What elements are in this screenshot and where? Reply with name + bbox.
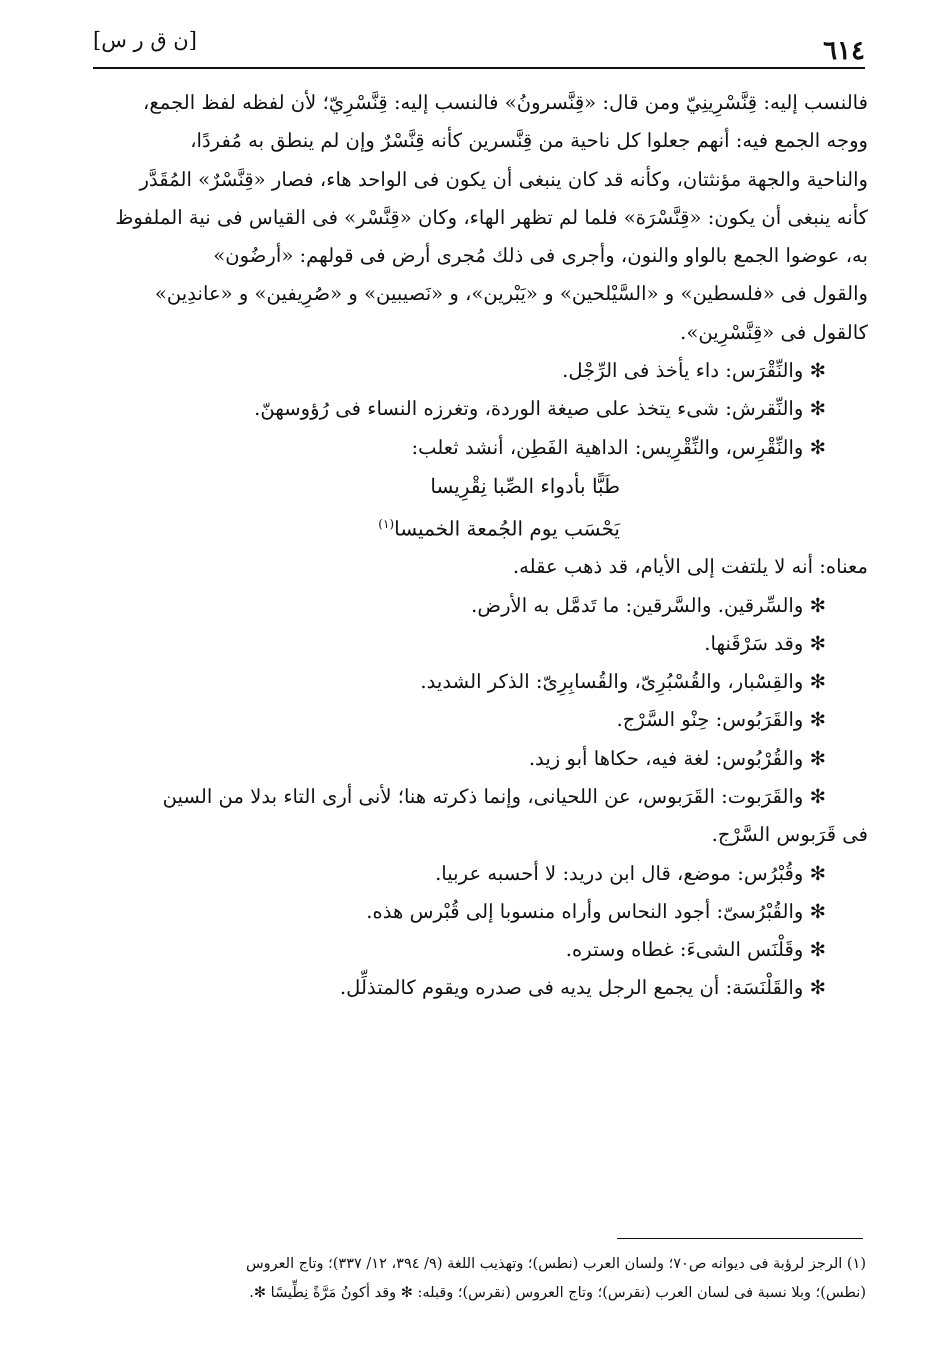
main-text bbox=[82, 84, 868, 1008]
header-rule bbox=[93, 67, 865, 69]
text-line: كأنه ينبغى أن يكون: «قِنَّسْرَة» فلما لم تظهر الهاء، وكان «قِنَّسْر» فى القياس فى نية الملفوظ bbox=[115, 205, 868, 229]
dictionary-entry: ✻ والقُرْبُوس: لغة فيه، حكاها أبو زيد. bbox=[528, 746, 826, 770]
footnote-line: (نطس)؛ وبلا نسبة فى لسان العرب (نقرس)؛ وتاج العروس (نقرس)؛ وقبله: ✻ وقد أكونُ مَرَّةً نِطِّيسًا ✻. bbox=[249, 1285, 866, 1301]
root-tag: [ن ق ر س] bbox=[93, 28, 197, 52]
dictionary-entry: ✻ والسِّرقين. والسَّرقين: ما تَدمَّل به الأرض. bbox=[471, 593, 826, 617]
dictionary-entry: ✻ وقُبْرُس: موضع، قال ابن دريد: لا أحسبه عربيا. bbox=[435, 861, 826, 885]
text-line: والناحية والجهة مؤنثتان، وكأنه قد كان ينبغى أن يكون فى الواحد هاء، فصار «قِنَّسْرٌ» المُقَدَّر bbox=[139, 167, 868, 191]
dictionary-entry: ✻ والنِّقْرِس، والنِّقْرِيس: الداهية الفَطِن، أنشد ثعلب: bbox=[411, 435, 826, 459]
footnote-line: (١) الرجز لرؤبة فى ديوانه ص٧٠؛ ولسان العرب (نطس)؛ وتهذيب اللغة (٩/ ٣٩٤، ١٢/ ٣٣٧)؛ وتاج العروس bbox=[245, 1256, 866, 1272]
verse-line: طَبًّا بأدواء الصِّبا نِقْرِيسا bbox=[430, 473, 620, 498]
dictionary-entry: ✻ والقَرَبوت: القَرَبوس، عن اللحيانى، وإنما ذكرته هنا؛ لأنى أرى التاء بدلا من السين bbox=[162, 785, 826, 808]
dictionary-entry: ✻ والقَلْنَسَة: أن يجمع الرجل يديه فى صدره ويقوم كالمتذلِّل. bbox=[339, 976, 826, 1000]
dictionary-entry: ✻ وقد سَرْقَنها. bbox=[704, 631, 826, 655]
dictionary-entry: ✻ والقَرَبُوس: حِنْو السَّرْج. bbox=[616, 708, 826, 732]
text-line: فالنسب إليه: قِنَّسْرِينِيّ ومن قال: «قِنَّسرونُ» فالنسب إليه: قِنَّسْرِيّ؛ لأن لفظه لفظ الجمع، bbox=[143, 91, 868, 114]
text-line: والقول فى «فلسطين» و «السَّيْلحين» و «يَبْرين»، و «نَصيبين» و «صُرِيفين» و «عاندِين» bbox=[154, 282, 868, 306]
verse-text: يَحْسَب يوم الجُمعة الخميسا bbox=[394, 516, 620, 541]
footnote-rule bbox=[617, 1238, 863, 1239]
verse-line bbox=[82, 505, 868, 548]
dictionary-entry: ✻ وقَلْنَس الشىءَ: غطاه وستره. bbox=[565, 938, 826, 962]
page-number: ٦١٤ bbox=[823, 36, 865, 66]
page-header bbox=[93, 22, 865, 70]
dictionary-entry-continuation: فى قَرَبوس السَّرْج. bbox=[711, 823, 868, 847]
dictionary-entry: ✻ والقِسْبار، والقُسْبُرِىّ، والقُسابِرِىّ: الذكر الشديد. bbox=[420, 670, 826, 694]
dictionary-entry: ✻ والقُبْرُسىّ: أجود النحاس وأراه منسوبا إلى قُبْرس هذه. bbox=[366, 899, 826, 923]
dictionary-entry: ✻ والنِّقرش: شىء يتخذ على صيغة الوردة، وتغرزه النساء فى رُؤوسهنّ. bbox=[254, 397, 826, 421]
text-line: به، عوضوا الجمع بالواو والنون، وأجرى فى ذلك مُجرى أرض فى قولهم: «أرضُون» bbox=[213, 244, 868, 268]
footnote-marker: (١) bbox=[378, 517, 395, 532]
meaning-line: معناه: أنه لا يلتفت إلى الأيام، قد ذهب عقله. bbox=[512, 555, 868, 579]
footnotes bbox=[80, 1250, 866, 1308]
dictionary-entry: ✻ والنِّقْرَس: داء يأخذ فى الرِّجْل. bbox=[562, 359, 826, 383]
text-line: كالقول فى «قِنَّسْرِين». bbox=[680, 320, 868, 344]
text-line: ووجه الجمع فيه: أنهم جعلوا كل ناحية من قِنَّسرين كأنه قِنَّسْرٌ وإن لم ينطق به مُفردًا، bbox=[190, 129, 868, 153]
